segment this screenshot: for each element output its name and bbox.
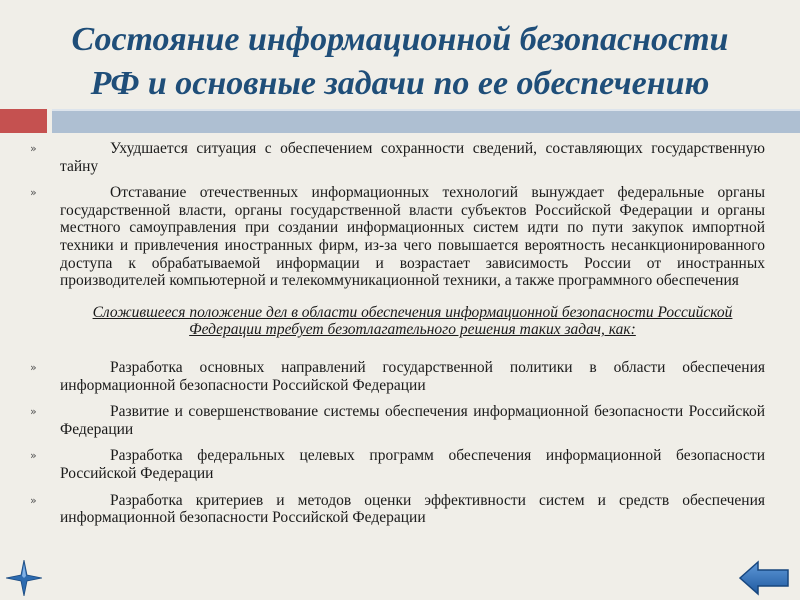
- list-item-text: Разработка критериев и методов оценки эффективности систем и средств обеспечения информационной безопасности Российской Федерации: [60, 491, 765, 527]
- list-item: [30, 184, 765, 290]
- slide-title: [20, 18, 780, 106]
- bullet-arrow-icon: »: [30, 493, 37, 507]
- list-item: [30, 447, 765, 482]
- list-item: [30, 359, 765, 394]
- list-item: [30, 140, 765, 175]
- slide-content: [30, 140, 765, 536]
- slide-title-line-1: Состояние информационной безопасности: [71, 21, 729, 58]
- accent-band-red: [0, 109, 47, 133]
- list-item: [30, 492, 765, 527]
- slide-title-line-2: РФ и основные задачи по ее обеспечению: [90, 65, 710, 102]
- back-arrow-icon[interactable]: [738, 560, 790, 596]
- list-item-text: Развитие и совершенствование системы обеспечения информационной безопасности Российской Федерации: [60, 403, 765, 438]
- bullet-arrow-icon: »: [30, 186, 37, 200]
- bullet-arrow-icon: »: [30, 405, 37, 419]
- accent-band-blue: [52, 109, 800, 133]
- task-intro-note: Сложившееся положение дел в области обеспечения информационной безопасности Российской Федерации требует безотлагательного решения таких задач, как:: [92, 303, 733, 339]
- bullet-arrow-icon: »: [30, 142, 37, 155]
- list-item-text: Разработка основных направлений государственной политики в области обеспечения информационной безопасности Российской Федерации: [60, 358, 765, 394]
- bullet-arrow-icon: »: [30, 449, 37, 463]
- list-item-text: Ухудшается ситуация с обеспечением сохранности сведений, составляющих государственную тайну: [60, 140, 765, 175]
- list-item-text: Разработка федеральных целевых программ обеспечения информационной безопасности Российской Федерации: [60, 447, 765, 482]
- list-item: [30, 403, 765, 438]
- bullet-arrow-icon: »: [30, 360, 37, 374]
- compass-star-icon: [6, 560, 42, 596]
- list-item-text: Отставание отечественных информационных технологий вынуждает федеральные органы государственной власти, органы государственной власти субъектов Российской Федерации и органы местного самоуправления при создании информационных систем идти по пути закупок импортной техники и привлечения иностранных фирм, из-за чего повышается вероятность несанкционированного доступа к обрабатываемой информации и возрастает зависимость России от иностранных производителей компьютерной и телекоммуникационной техники, а также программного обеспечения: [60, 184, 765, 290]
